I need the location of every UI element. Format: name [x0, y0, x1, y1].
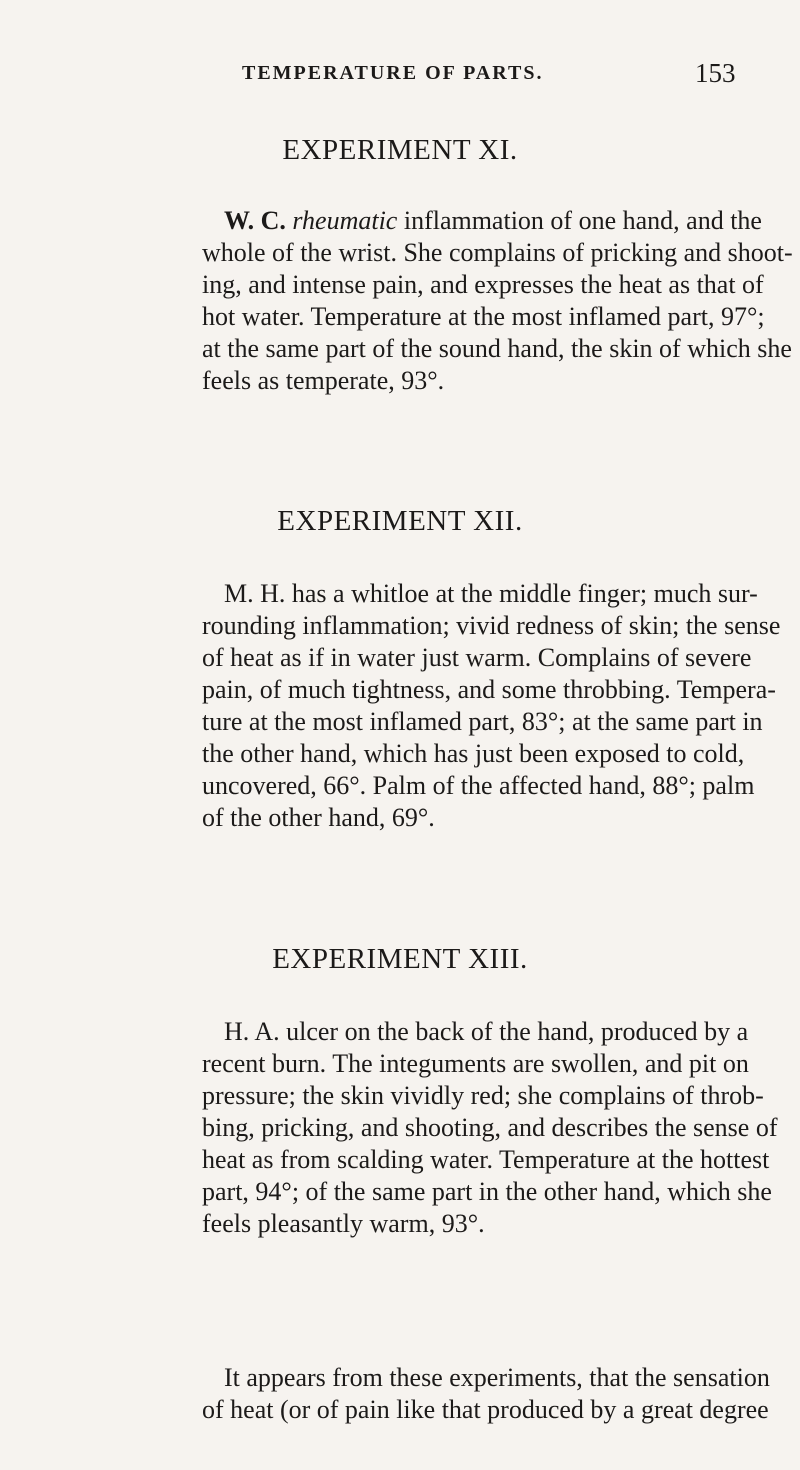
- experiment-xi-text: [202, 205, 793, 397]
- paragraph-line: M. H. has a whitloe at the middle finger; much sur-: [224, 579, 758, 608]
- paragraph-line: hot water. Temperature at the most inflamed part, 97°;: [202, 302, 765, 331]
- paragraph-line: part, 94°; of the same part in the other hand, which she: [202, 1177, 772, 1206]
- rheumatic-word: rheumatic: [292, 206, 398, 235]
- experiment-xii-heading: EXPERIMENT XII.: [277, 505, 523, 537]
- paragraph-line: W. C. rheumatic inflammation of one hand, and the: [224, 206, 762, 235]
- paragraph-line: recent burn. The integuments are swollen, and pit on: [202, 1049, 749, 1078]
- paragraph-line: ing, and intense pain, and expresses the heat as that of: [202, 270, 764, 299]
- conclusion-text: [202, 1362, 770, 1426]
- paragraph-line: of heat as if in water just warm. Complains of severe: [202, 643, 752, 672]
- paragraph-line: uncovered, 66°. Palm of the affected hand, 88°; palm: [202, 771, 755, 800]
- paragraph-line: of heat (or of pain like that produced by a great degree: [202, 1395, 769, 1424]
- paragraph-line: ture at the most inflamed part, 83°; at the same part in: [202, 707, 763, 736]
- page-number: 153: [695, 58, 736, 88]
- paragraph-line: rounding inflammation; vivid redness of skin; the sense: [202, 611, 781, 640]
- paragraph-line: pain, of much tightness, and some throbbing. Tempera-: [202, 675, 776, 704]
- paragraph-line: pressure; the skin vividly red; she complains of throb-: [202, 1081, 764, 1110]
- paragraph-line: of the other hand, 69°.: [202, 803, 435, 832]
- paragraph-line: heat as from scalding water. Temperature at the hottest: [202, 1145, 770, 1174]
- paragraph-line: the other hand, which has just been exposed to cold,: [202, 739, 745, 768]
- paragraph-line: at the same part of the sound hand, the skin of which she: [202, 334, 792, 363]
- paragraph-line: feels pleasantly warm, 93°.: [202, 1209, 485, 1238]
- running-head: [0, 58, 800, 98]
- paragraph-line: bing, pricking, and shooting, and describes the sense of: [202, 1113, 778, 1142]
- paragraph-line: It appears from these experiments, that the sensation: [224, 1363, 770, 1392]
- paragraph-line: feels as temperate, 93°.: [202, 366, 445, 395]
- experiment-xiii-heading: EXPERIMENT XIII.: [272, 943, 528, 975]
- paragraph-line: whole of the wrist. She complains of pricking and shoot-: [202, 238, 793, 267]
- experiment-xi-heading: EXPERIMENT XI.: [282, 134, 518, 166]
- running-title: TEMPERATURE OF PARTS.: [242, 62, 544, 84]
- experiment-xiii-text: [202, 1016, 778, 1240]
- paragraph-line: H. A. ulcer on the back of the hand, produced by a: [224, 1017, 749, 1046]
- experiment-xii-text: [202, 578, 781, 834]
